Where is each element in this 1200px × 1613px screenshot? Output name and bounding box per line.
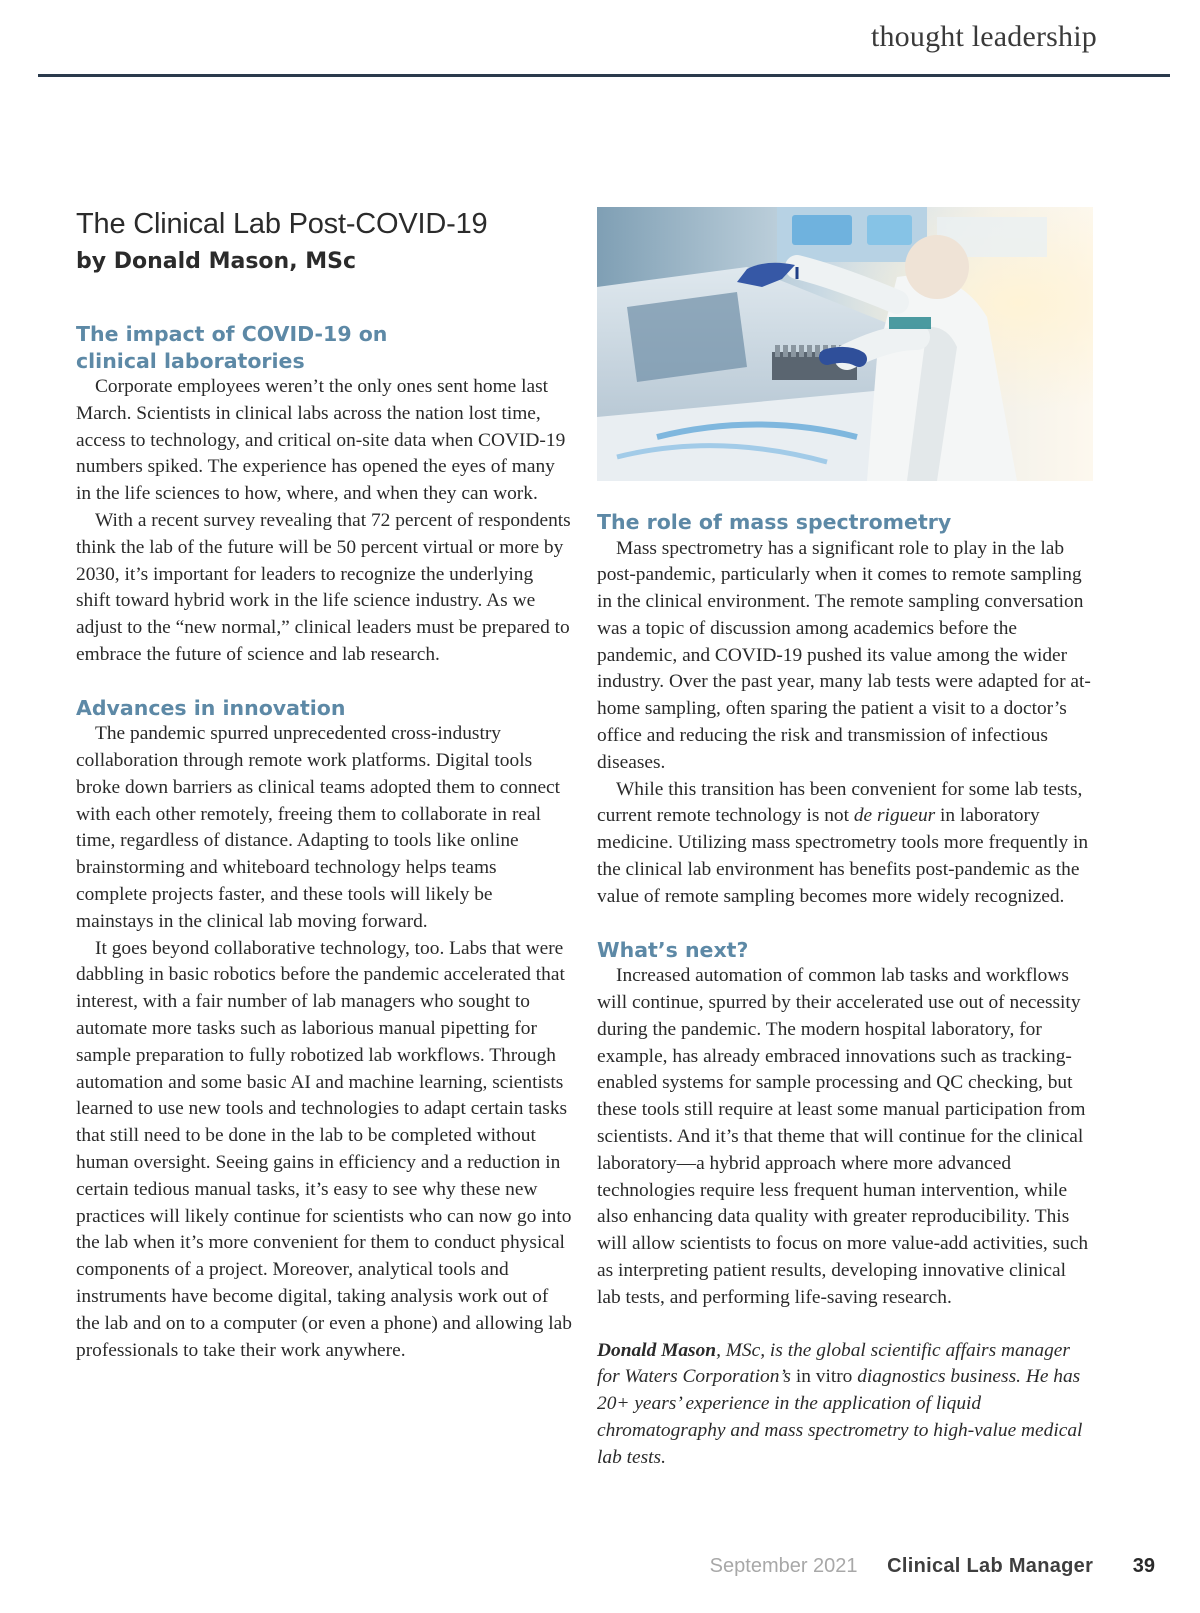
heading-innovation: Advances in innovation <box>76 695 346 720</box>
issue-date: September 2021 <box>709 1555 858 1577</box>
header-rule <box>38 74 1170 77</box>
bio-roman-term: in vitro <box>795 1366 853 1388</box>
author-bio <box>597 1338 1093 1472</box>
article-title: The Clinical Lab Post-COVID-19 <box>76 208 488 240</box>
heading-mass-spectrometry: The role of mass spectrometry <box>597 510 952 534</box>
left-column <box>76 205 572 1364</box>
heading-impact: The impact of COVID-19 on clinical laboratories <box>76 322 388 373</box>
bio-text: diagnostics business. He has 20+ years’ experience in the application of liquid chromatography and mass spectrometry to high-value medical lab tests. <box>597 1366 1083 1468</box>
paragraph: It goes beyond collaborative technology, too. Labs that were dabbling in basic robotics before the pandemic accelerated that interest, with a fair number of lab managers who sought to automate more tasks such as laborious manual pipetting for sample preparation to fully robotized lab workflows. Through automation and some basic AI and machine learning, scientists learned to use new tools and technologies to adapt certain tasks that still need to be done in the lab to be completed without human oversight. Seeing gains in efficiency and a reduction in certain tedious manual tasks, it’s easy to see why these new practices will likely continue for scientists who can now go into the lab when it’s more convenient for them to conduct physical components of a project. Moreover, analytical tools and instruments have become digital, taking analysis work out of the lab and on to a computer (or even a phone) and allowing lab professionals to take their work anywhere. <box>76 937 572 1361</box>
paragraph: The pandemic spurred unprecedented cross-industry collaboration through remote work platforms. Digital tools broke down barriers as clinical teams adopted them to connect with each other remotely, freeing them to collaborate in real time, regardless of distance. Adapting to tools like online brainstorming and whiteboard technology helps teams complete projects faster, and these tools will likely be mainstays in the clinical lab moving forward. <box>76 723 561 932</box>
page-number: 39 <box>1132 1555 1155 1577</box>
paragraph: Mass spectrometry has a significant role to play in the lab post-pandemic, particularly when it comes to remote sampling in the clinical environment. The remote sampling conversation was a topic of discussion among academics before the pandemic, and COVID-19 pushed its value among the wider industry. Over the past year, many lab tests were adapted for at-home sampling, often sparing the patient a visit to a doctor’s office and reducing the risk and transmission of infectious diseases. <box>597 537 1091 773</box>
page-footer <box>710 1553 1155 1579</box>
lab-photo <box>597 207 1093 481</box>
heading-whats-next: What’s next? <box>597 937 749 962</box>
paragraph: With a recent survey revealing that 72 percent of respondents think the lab of the future will be 50 percent virtual or more by 2030, it’s important for leaders to recognize the underlying shift toward hybrid work in the life science industry. As we adjust to the “new normal,” clinical leaders must be prepared to embrace the future of science and lab research. <box>76 509 571 665</box>
byline: by Donald Mason, MSc <box>76 249 356 274</box>
italic-term: de rigueur <box>853 805 936 827</box>
paragraph: Increased automation of common lab tasks and workflows will continue, spurred by their accelerated use out of necessity during the pandemic. The modern hospital laboratory, for example, has already embraced innovations such as tracking-enabled systems for sample processing and QC checking, but these tools still require at least some manual participation from scientists. And it’s that theme that will continue for the clinical laboratory—a hybrid approach where more advanced technologies require less frequent human intervention, while also enhancing data quality with greater reproducibility. This will allow scientists to focus on more value-add activities, such as interpreting patient results, developing innovative clinical lab tests, and performing life-saving research. <box>597 965 1089 1308</box>
paragraph <box>597 777 1093 911</box>
magazine-name: Clinical Lab Manager <box>887 1555 1094 1577</box>
paragraph: Corporate employees weren’t the only ones sent home last March. Scientists in clinical labs across the nation lost time, access to technology, and critical on-site data when COVID-19 numbers spiked. The experience has opened the eyes of many in the life sciences to how, where, and when they can work. <box>76 376 566 505</box>
text-run: While this transition has been convenient for some lab tests, current remote technology is not <box>597 778 1083 827</box>
right-column <box>597 207 1093 1472</box>
text-run: in laboratory medicine. Utilizing mass spectrometry tools more frequently in the clinical lab environment has benefits post-pandemic as the value of remote sampling becomes more widely recognized. <box>597 805 1089 907</box>
section-label: thought leadership <box>870 20 1097 53</box>
bio-text: , MSc, is the global scientific affairs manager for Waters Corporation’s <box>597 1339 1070 1388</box>
author-name: Donald Mason <box>597 1339 717 1361</box>
